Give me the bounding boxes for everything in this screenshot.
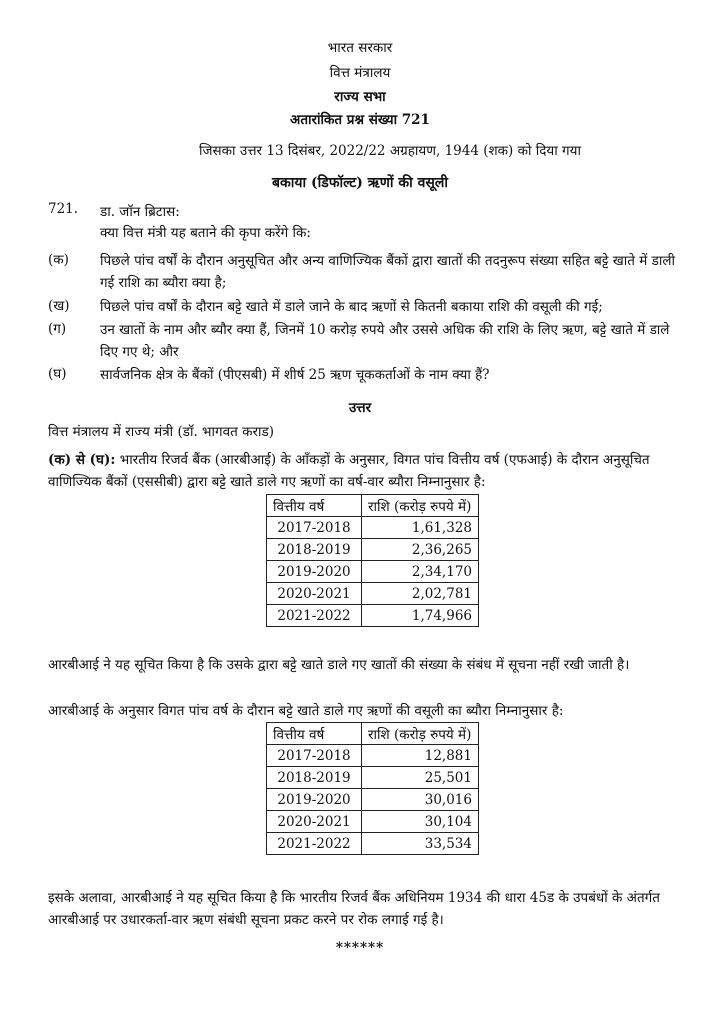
table-row bbox=[267, 583, 479, 605]
minister-line: वित्त मंत्रालय में राज्य मंत्री (डॉ. भागवत कराड) bbox=[48, 424, 274, 440]
amount-cell: 33,534 bbox=[362, 833, 479, 855]
house-name: राज्य सभा bbox=[334, 89, 386, 105]
part-mark: (क) bbox=[48, 252, 69, 268]
subject-heading: बकाया (डिफॉल्ट) ऋणों की वसूली bbox=[272, 175, 448, 191]
closing-paragraph: इसके अलावा, आरबीआई ने यह सूचित किया है कि भारतीय रिजर्व बैंक अधिनियम 1934 की धारा 45ड के उपबंधों के अंतर्गत आरबीआई पर उधारकर्ता-वार ऋण संबंधी सूचना प्रकट करने पर रोक लगाई गई है। bbox=[48, 890, 660, 928]
table-header-row bbox=[267, 495, 479, 517]
table-row bbox=[267, 767, 479, 789]
question-intro: क्या वित्त मंत्री यह बताने की कृपा करेंगे कि: bbox=[100, 225, 311, 241]
amount-cell: 2,34,170 bbox=[362, 561, 479, 583]
table-row bbox=[267, 605, 479, 627]
part-text: पिछले पांच वर्षों के दौरान बट्टे खाते में डाले जाने के बाद ऋणों से कितनी बकाया राशि की वसूली की गई; bbox=[100, 299, 603, 315]
table-row bbox=[267, 561, 479, 583]
answer-lead-label: (क) से (घ): bbox=[48, 452, 116, 468]
recovery-table bbox=[266, 722, 479, 855]
year-cell: 2020-2021 bbox=[267, 583, 362, 605]
part-mark: (ख) bbox=[48, 298, 70, 314]
part-mark: (ग) bbox=[48, 321, 67, 337]
amount-cell: 30,016 bbox=[362, 789, 479, 811]
amount-cell: 1,74,966 bbox=[362, 605, 479, 627]
table-row bbox=[267, 517, 479, 539]
end-mark: ****** bbox=[335, 940, 385, 956]
ministry-line: वित्त मंत्रालय bbox=[329, 65, 391, 81]
government-line: भारत सरकार bbox=[327, 40, 393, 56]
amount-cell: 2,02,781 bbox=[362, 583, 479, 605]
table-row bbox=[267, 833, 479, 855]
year-cell: 2021-2022 bbox=[267, 605, 362, 627]
year-cell: 2019-2020 bbox=[267, 561, 362, 583]
question-number: 721. bbox=[48, 201, 79, 217]
table-row bbox=[267, 789, 479, 811]
part-text: उन खातों के नाम और ब्यौर क्या हैं, जिनमें 10 करोड़ रुपये और उससे अधिक की राशि के लिए ऋण, बट्टे खाते में डाले दिए गए थे; और bbox=[100, 322, 670, 360]
column-header: राशि (करोड़ रुपये में) bbox=[362, 723, 479, 745]
amount-cell: 25,501 bbox=[362, 767, 479, 789]
year-cell: 2018-2019 bbox=[267, 539, 362, 561]
year-cell: 2019-2020 bbox=[267, 789, 362, 811]
year-cell: 2020-2021 bbox=[267, 811, 362, 833]
year-cell: 2021-2022 bbox=[267, 833, 362, 855]
answer-lead-paragraph bbox=[48, 449, 688, 493]
column-header: राशि (करोड़ रुपये में) bbox=[362, 495, 479, 517]
year-cell: 2017-2018 bbox=[267, 517, 362, 539]
amount-cell: 12,881 bbox=[362, 745, 479, 767]
part-mark: (घ) bbox=[48, 366, 67, 382]
year-cell: 2018-2019 bbox=[267, 767, 362, 789]
year-cell: 2017-2018 bbox=[267, 745, 362, 767]
answer-heading: उत्तर bbox=[348, 400, 372, 416]
amount-cell: 30,104 bbox=[362, 811, 479, 833]
accounts-note: आरबीआई ने यह सूचित किया है कि उसके द्वारा बट्टे खाते डाले गए खातों की संख्या के संबंध में सूचना नहीं रखी जाती है। bbox=[48, 657, 630, 673]
column-header: वित्तीय वर्ष bbox=[267, 723, 362, 745]
amount-cell: 1,61,328 bbox=[362, 517, 479, 539]
table-row bbox=[267, 539, 479, 561]
question-title: अतारांकित प्रश्न संख्या 721 bbox=[290, 112, 430, 128]
amount-cell: 2,36,265 bbox=[362, 539, 479, 561]
table-row bbox=[267, 745, 479, 767]
table-row bbox=[267, 811, 479, 833]
column-header: वित्तीय वर्ष bbox=[267, 495, 362, 517]
answer-lead-text: भारतीय रिजर्व बैंक (आरबीआई) के आँकड़ों के अनुसार, विगत पांच वित्तीय वर्ष (एफआई) के दौरान अनुसूचित वाणिज्यिक बैंकों (एससीबी) द्वारा बट्टे खाते डाले गए ऋणों का वर्ष-वार ब्यौरा निम्नानुसार है: bbox=[48, 452, 650, 490]
question-asker: डा. जॉन ब्रिटास: bbox=[100, 204, 180, 220]
answered-on-line: जिसका उत्तर 13 दिसंबर, 2022/22 अग्रहायण, 1944 (शक) को दिया गया bbox=[199, 143, 581, 159]
table-header-row bbox=[267, 723, 479, 745]
part-text: पिछले पांच वर्षों के दौरान अनुसूचित और अन्य वाणिज्यिक बैंकों द्वारा खातों की तदनुरूप संख्या सहित बट्टे खाते में डाली गई राशि का ब्यौरा क्या है; bbox=[100, 253, 676, 291]
writeoff-table bbox=[266, 494, 479, 627]
part-text: सार्वजनिक क्षेत्र के बैंकों (पीएसबी) में शीर्ष 25 ऋण चूककर्ताओं के नाम क्या हैं? bbox=[100, 367, 490, 383]
recovery-intro: आरबीआई के अनुसार विगत पांच वर्ष के दौरान बट्टे खाते डाले गए ऋणों की वसूली का ब्यौरा निम्नानुसार है: bbox=[48, 703, 564, 719]
